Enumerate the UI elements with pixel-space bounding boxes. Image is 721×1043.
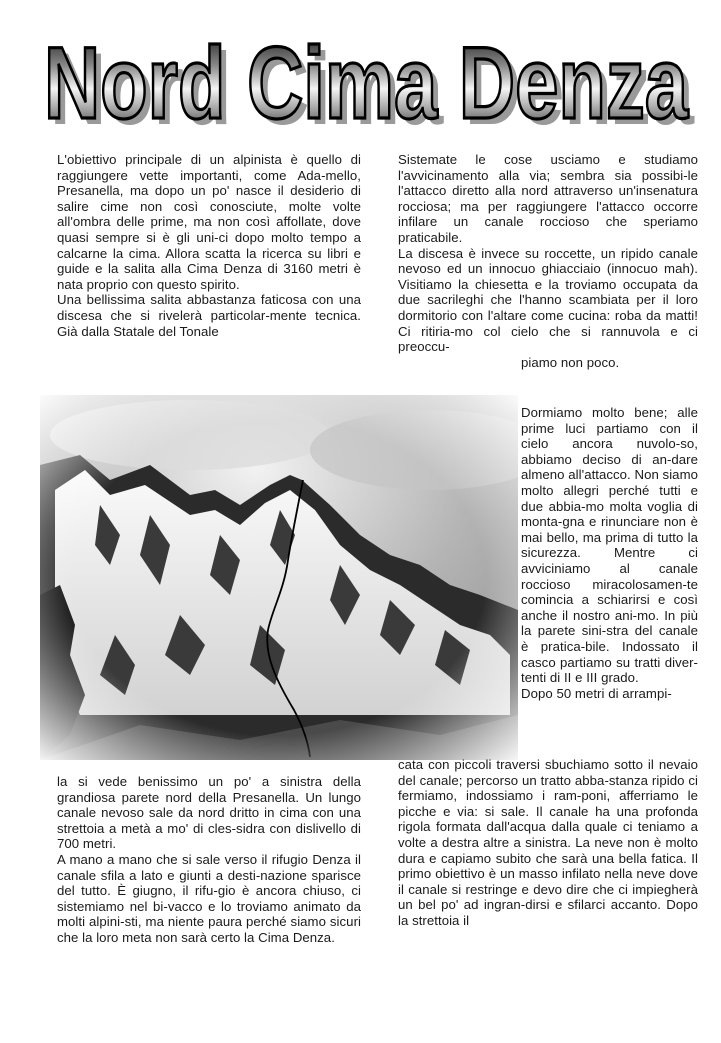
paragraph: la si vede benissimo un po' a sinistra della grandiosa parete nord della Presanella. Un lungo canale nevoso sale da nord dritto in cima con una strettoia a metà a mo' di cles-sidra con dislivello di 700 metri. bbox=[57, 774, 361, 852]
paragraph-continuation: piamo non poco. bbox=[521, 354, 620, 370]
paragraph: L'obiettivo principale di un alpinista è quello di raggiungere vette importanti, come Ada-mello, Presanella, ma dopo un po' nasce il desiderio di salire cime non così conosciute, molte volte all'ombra delle prime, ma non così affollate, dove quasi sempre si è gli uni-ci dopo molto tempo a calcarne la cima. Allora scatta la ricerca su libri e guide e la salita alla Cima Denza di 3160 metri è nata proprio con questo spirito. bbox=[57, 152, 361, 292]
column-left-bottom bbox=[57, 774, 361, 946]
column-right-middle bbox=[521, 405, 698, 701]
paragraph: cata con piccoli traversi sbuchiamo sotto il nevaio del canale; percorso un tratto abba-stanza ripido ci fermiamo, indossiamo i ram-poni, afferriamo le picche e via: si sale. Il canale ha una profonda rigola formata dall'acqua dalla quale ci teniamo a volte a destra altre a sinistra. La neve non è molto dura e capiamo subito che sarà una bella fatica. Il primo obiettivo è un masso infilato nella neve dove il canale si restringe e devo dire che ci impiegherà un bel po' ad ingran-dirsi e sfilarci accanto. Dopo la strettoia il bbox=[398, 757, 698, 928]
paragraph: Una bellissima salita abbastanza faticosa con una discesa che si rivelerà particolar-mente tecnica. Già dalla Statale del Tonale bbox=[57, 292, 361, 339]
title-text: Nord Cima Denza bbox=[44, 26, 689, 140]
mountain-photo bbox=[40, 395, 518, 760]
paragraph: Sistemate le cose usciamo e studiamo l'avvicinamento alla via; sembra sia possibi-le l'attacco diretto alla nord attraverso un'insenatura rocciosa; ma per raggiungere l'attacco occorre infilare un canale roccioso che speriamo praticabile. bbox=[398, 152, 698, 245]
column-right-bottom bbox=[398, 757, 698, 929]
mountain-photo-graphic bbox=[40, 395, 518, 760]
paragraph: Dormiamo molto bene; alle prime luci partiamo con il cielo ancora nuvolo-so, abbiamo deciso di an-dare almeno all'attacco. Non siamo molto allegri perché tutti e due abbia-mo molta voglia di monta-gna e rinunciare non è mai bello, ma prima di tutto la sicurezza. Mentre ci avviciniamo al canale roccioso miracolosamen-te comincia a schiarirsi e così anche il nostro ani-mo. In più la parete sini-stra del canale è pratica-bile. Indossato il casco partiamo su tratti diver-tenti di II e III grado. bbox=[521, 405, 698, 686]
paragraph: Dopo 50 metri di arrampi- bbox=[521, 685, 672, 701]
paragraph: La discesa è invece su roccette, un ripido canale nevoso ed un innocuo ghiacciaio (innocuo mah). Visitiamo la chiesetta e la troviamo occupata da due sacrileghi che l'hanno scambiata per il loro dormitorio con l'altare come cucina: roba da matti! Ci ritiria-mo col cielo che si rannuvola e ci preoccu- bbox=[398, 245, 698, 355]
article-title bbox=[0, 0, 721, 150]
title-shadow: Nord Cima Denza bbox=[50, 32, 695, 146]
paragraph: A mano a mano che si sale verso il rifugio Denza il canale sfila a lato e giunti a desti-nazione sparisce del tutto. È giugno, il rifu-gio è ancora chiuso, ci sistemiamo nel bi-vacco e lo troviamo animato da molti alpini-sti, ma niente paura perché siamo sicuri che la loro meta non sarà certo la Cima Denza. bbox=[57, 851, 361, 945]
column-right-top bbox=[398, 152, 698, 370]
column-left-top bbox=[57, 152, 361, 339]
title-graphic bbox=[0, 0, 721, 150]
